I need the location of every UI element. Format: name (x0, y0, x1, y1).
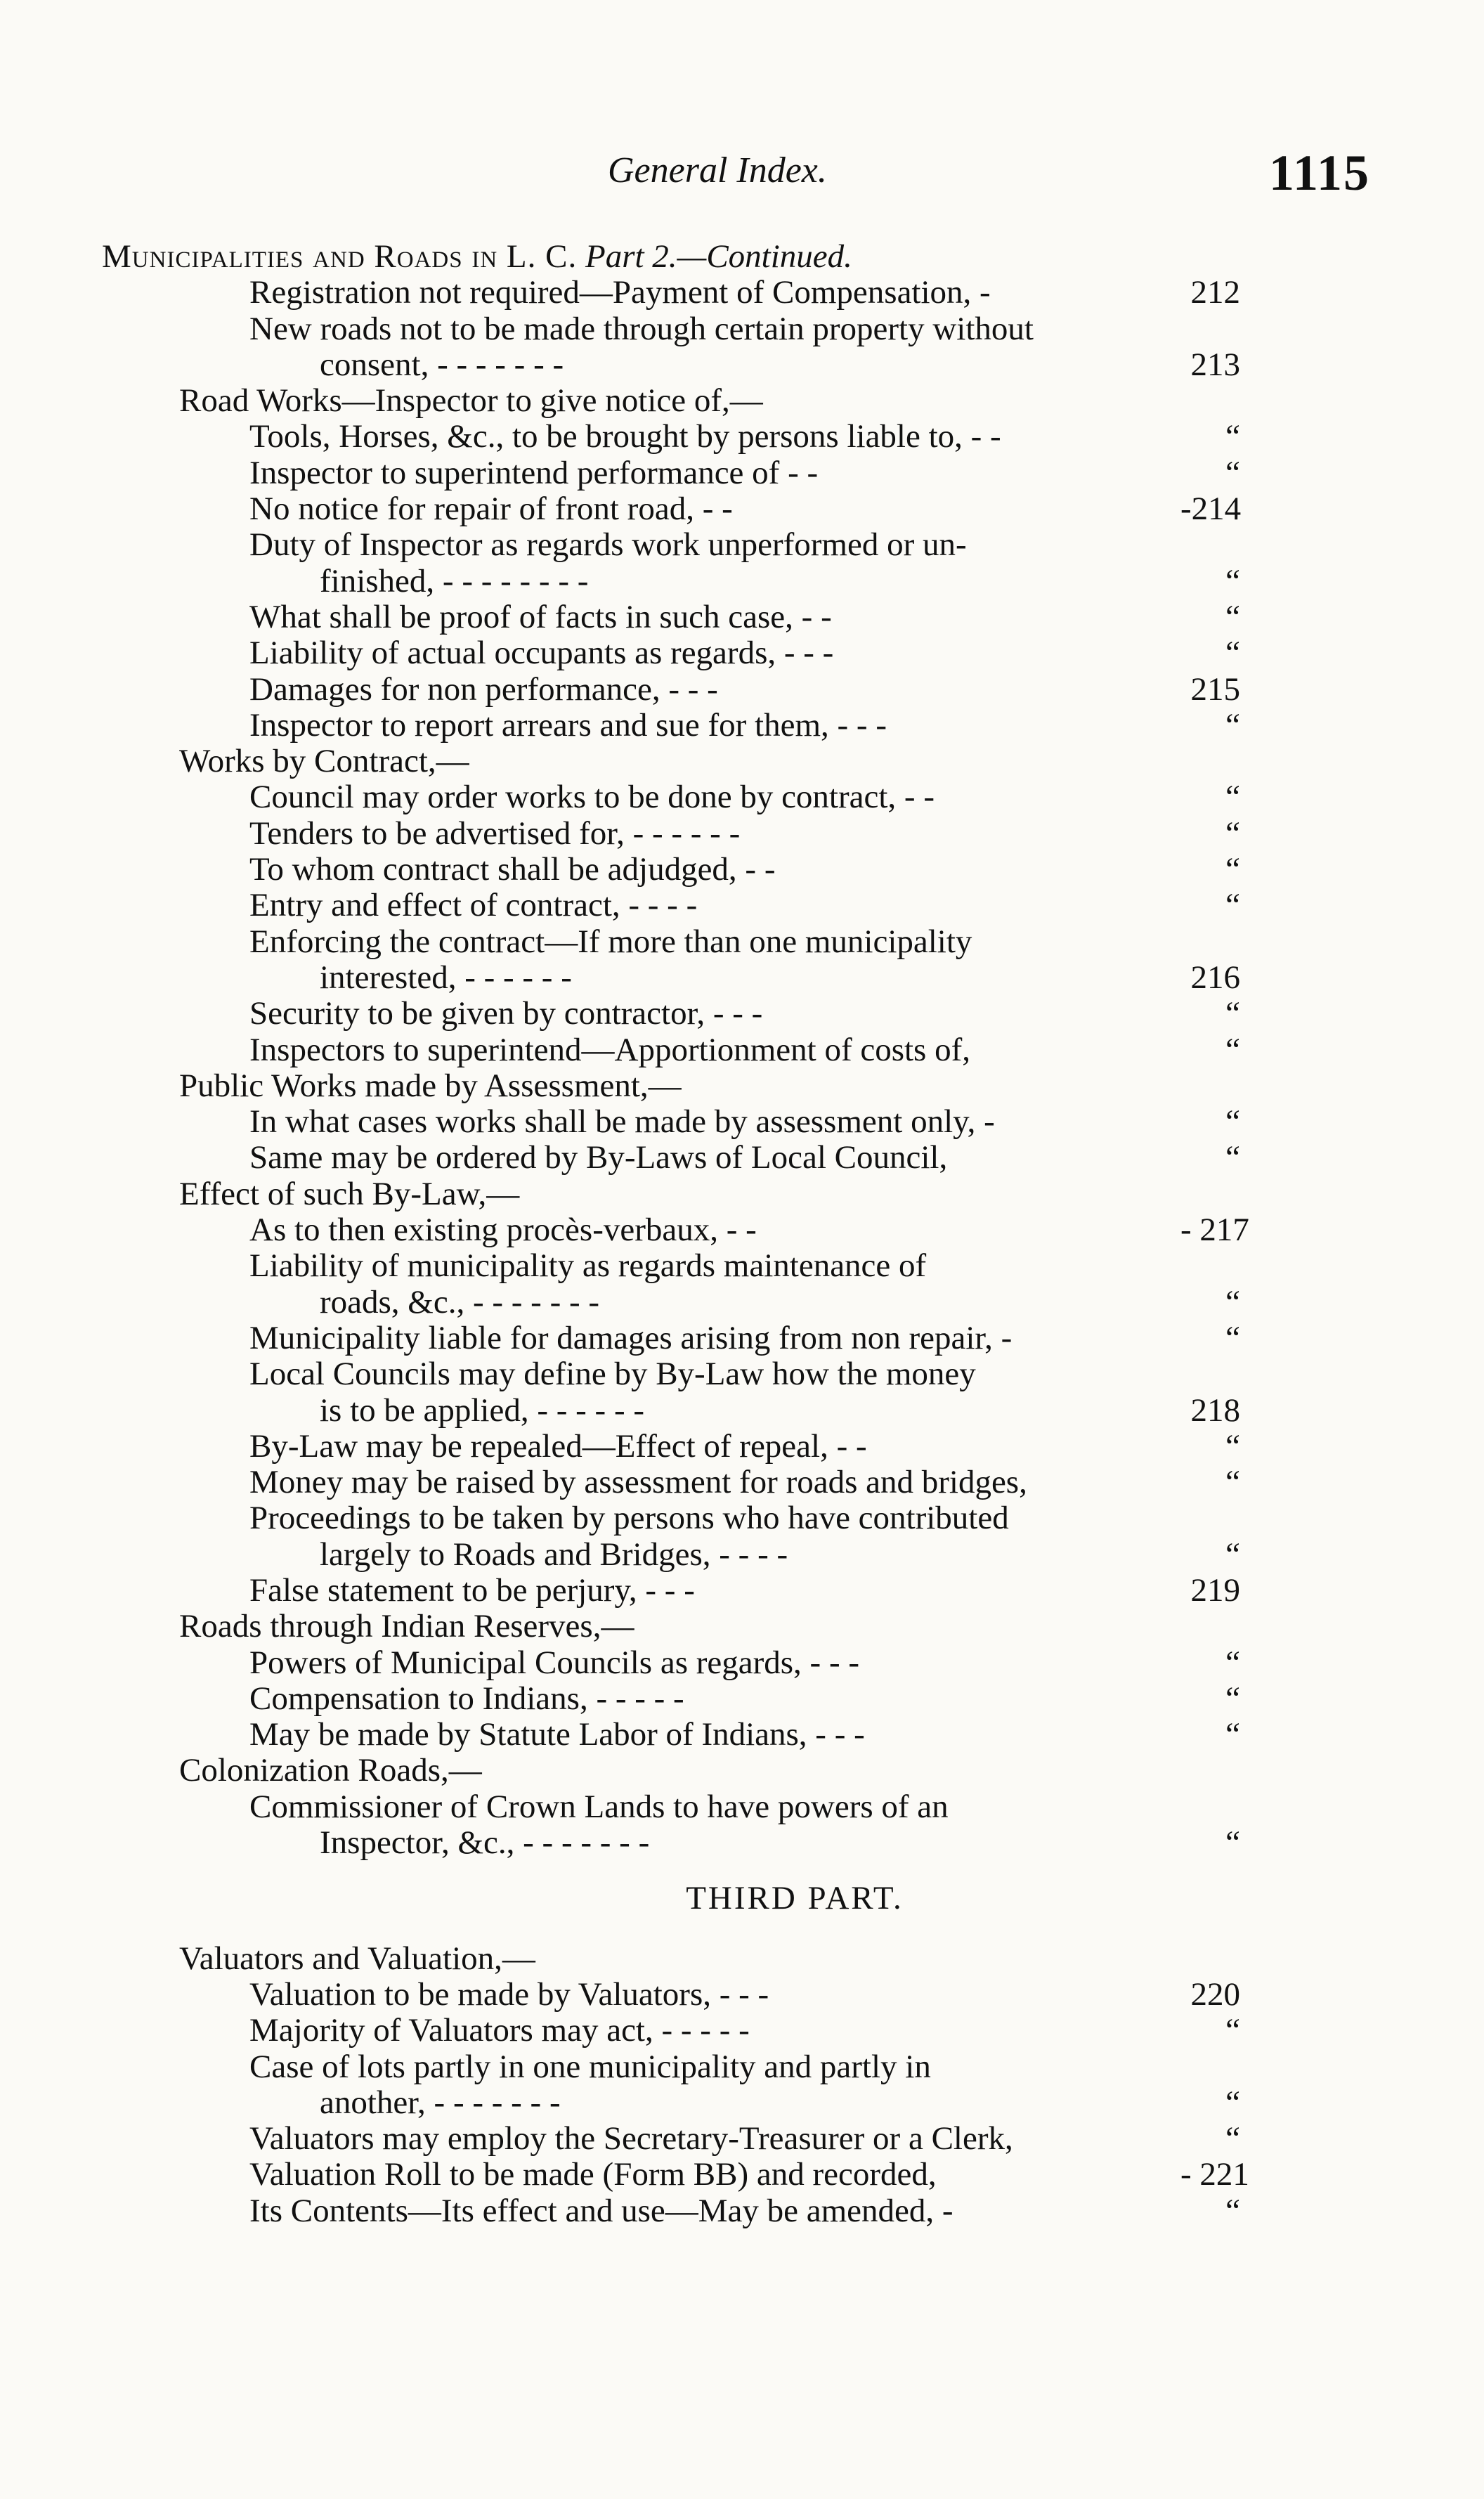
index-line-text: False statement to be perjury, - - - (249, 1571, 695, 1609)
index-line (0, 455, 1484, 491)
index-line-page: “ (1225, 1427, 1240, 1465)
index-line (0, 1681, 1484, 1717)
index-line-text: roads, &c., - - - - - - - (320, 1283, 600, 1320)
index-line (0, 1789, 1484, 1825)
index-line (0, 996, 1484, 1032)
index-line (0, 1248, 1484, 1284)
index-line (0, 708, 1484, 744)
index-subheading (0, 1176, 1484, 1212)
index-line-page: “ (1225, 814, 1240, 852)
index-line-text: Valuators may employ the Secretary-Treasurer or a Clerk, (249, 2120, 1013, 2157)
index-line (0, 852, 1484, 888)
index-line-page: “ (1225, 598, 1240, 635)
index-line (0, 816, 1484, 852)
index-line (0, 1285, 1484, 1320)
index-line (0, 1500, 1484, 1536)
index-line-text: Duty of Inspector as regards work unperformed or un- (249, 526, 967, 564)
index-line-text: Money may be raised by assessment for roads and bridges, (249, 1464, 1027, 1501)
index-line-page: - 221 (1180, 2156, 1249, 2193)
index-line-page: 215 (1190, 670, 1240, 708)
index-line-page: 219 (1190, 1571, 1240, 1609)
index-line (0, 1825, 1484, 1861)
index-line (0, 2049, 1484, 2085)
index-line-text: As to then existing procès-verbaux, - - (249, 1212, 757, 1249)
section-heading-main: Municipalities and Roads in L. C. (102, 238, 578, 275)
index-line (0, 960, 1484, 996)
index-line-text: Municipality liable for damages arising from non repair, - (249, 1319, 1013, 1356)
index-line (0, 888, 1484, 923)
index-line-page: “ (1225, 706, 1240, 744)
index-line-text: Entry and effect of contract, - - - - (249, 887, 698, 924)
index-line (0, 275, 1484, 311)
index-line (0, 924, 1484, 960)
section-heading (0, 239, 1484, 275)
index-subheading (0, 383, 1484, 419)
index-line (0, 779, 1484, 815)
index-line-text: Registration not required—Payment of Compensation, - (249, 274, 991, 311)
index-line (0, 2193, 1484, 2229)
index-line-page: “ (1225, 418, 1240, 455)
index-line-page: “ (1225, 1283, 1240, 1320)
index-subheading (0, 1609, 1484, 1644)
index-line-page: “ (1225, 1464, 1240, 1501)
index-line-page: “ (1225, 2192, 1240, 2229)
index-line (0, 1429, 1484, 1465)
index-line-text: May be made by Statute Labor of Indians, - - - (249, 1716, 865, 1753)
index-line-page: 220 (1190, 1975, 1240, 2013)
index-line-text: Effect of such By-Law,— (179, 1175, 520, 1212)
index-line (0, 527, 1484, 563)
index-line (0, 1104, 1484, 1140)
index-line (0, 672, 1484, 708)
index-line-page: -214 (1180, 491, 1242, 528)
index-line (0, 1465, 1484, 1500)
index-line-text: Valuators and Valuation,— (179, 1940, 535, 1977)
index-line-text: Inspectors to superintend—Apportionment of costs of, (249, 1031, 970, 1068)
index-line (0, 2013, 1484, 2049)
index-entries (0, 239, 1484, 2229)
index-line-page: “ (1225, 1824, 1240, 1862)
running-head (105, 144, 1370, 207)
index-line-text: Liability of municipality as regards maintenance of (249, 1247, 927, 1285)
section-heading-continued: —Continued. (677, 238, 852, 275)
index-line-text: Enforcing the contract—If more than one municipality (249, 923, 972, 960)
index-line-text: Road Works—Inspector to give notice of,— (179, 382, 763, 420)
index-line-page: “ (1225, 2120, 1240, 2157)
index-line-text: Tools, Horses, &c., to be brought by persons liable to, - - (249, 418, 1001, 455)
index-line-text: Inspector to report arrears and sue for them, - - - (249, 706, 887, 744)
index-line-text: largely to Roads and Bridges, - - - - (320, 1536, 788, 1573)
index-line-text: interested, - - - - - - (320, 959, 572, 996)
index-line (0, 599, 1484, 635)
index-line-page: “ (1225, 1139, 1240, 1176)
index-subheading (0, 1068, 1484, 1104)
index-line (0, 1320, 1484, 1356)
index-line (0, 347, 1484, 383)
index-line-text: Tenders to be advertised for, - - - - - - (249, 814, 741, 852)
index-line-text: Security to be given by contractor, - - - (249, 995, 763, 1032)
index-line (0, 1573, 1484, 1609)
index-line-text: What shall be proof of facts in such case, - - (249, 598, 832, 635)
index-line-text: Valuation to be made by Valuators, - - - (249, 1975, 769, 2013)
index-line-page: “ (1225, 2012, 1240, 2049)
index-line-page: “ (1225, 851, 1240, 888)
index-line-text: Roads through Indian Reserves,— (179, 1608, 634, 1645)
index-line-text: another, - - - - - - - (320, 2084, 561, 2121)
index-line-page: “ (1225, 1319, 1240, 1356)
index-line (0, 1645, 1484, 1681)
index-line-text: Commissioner of Crown Lands to have powers of an (249, 1788, 949, 1825)
index-line-text: New roads not to be made through certain property without (249, 310, 1034, 347)
index-line-text: Works by Contract,— (179, 743, 469, 780)
index-subheading (0, 1941, 1484, 1977)
index-line-text: Its Contents—Its effect and use—May be amended, - (249, 2192, 953, 2229)
index-line (0, 491, 1484, 527)
index-line-page: “ (1225, 562, 1240, 599)
index-line (0, 1537, 1484, 1573)
index-line-page: “ (1225, 2084, 1240, 2121)
index-line-text: To whom contract shall be adjudged, - - (249, 851, 776, 888)
index-line-text: Inspector, &c., - - - - - - - (320, 1824, 650, 1862)
index-line-text: Local Councils may define by By-Law how the money (249, 1356, 976, 1393)
index-line-page: “ (1225, 995, 1240, 1032)
index-line-page: 213 (1190, 346, 1240, 383)
index-line (0, 1032, 1484, 1068)
index-line-page: - 217 (1180, 1212, 1249, 1249)
index-line-page: “ (1225, 779, 1240, 816)
index-line-page: “ (1225, 1644, 1240, 1681)
index-line-page: 216 (1190, 959, 1240, 996)
index-line (0, 1140, 1484, 1176)
index-line (0, 2085, 1484, 2121)
index-line-text: Case of lots partly in one municipality and partly in (249, 2048, 931, 2085)
index-line-text: Proceedings to be taken by persons who have contributed (249, 1500, 1009, 1537)
index-line-text: Compensation to Indians, - - - - - (249, 1680, 684, 1717)
index-line-page: “ (1225, 1680, 1240, 1717)
index-line-text: consent, - - - - - - - (320, 346, 564, 383)
index-line-text: Public Works made by Assessment,— (179, 1067, 682, 1104)
index-line-page: “ (1225, 1031, 1240, 1068)
index-line-page: “ (1225, 454, 1240, 491)
index-line-text: finished, - - - - - - - - (320, 562, 589, 599)
index-line (0, 635, 1484, 671)
index-subheading (0, 744, 1484, 779)
index-line (0, 311, 1484, 347)
index-line-text: Majority of Valuators may act, - - - - - (249, 2012, 750, 2049)
index-line (0, 1717, 1484, 1753)
index-line (0, 564, 1484, 599)
index-line-text: By-Law may be repealed—Effect of repeal, - - (249, 1427, 867, 1465)
part-heading: THIRD PART. (686, 1880, 904, 1917)
index-line-page: “ (1225, 635, 1240, 672)
index-line-text: Inspector to superintend performance of - - (249, 454, 819, 491)
index-line-text: No notice for repair of front road, - - (249, 491, 733, 528)
index-line (0, 419, 1484, 455)
index-line-page: 212 (1190, 274, 1240, 311)
index-line (0, 2157, 1484, 2193)
index-subheading (0, 1753, 1484, 1789)
index-line-text: Powers of Municipal Councils as regards, - - - (249, 1644, 860, 1681)
index-line-text: Same may be ordered by By-Laws of Local Council, (249, 1139, 948, 1176)
index-line-page: “ (1225, 1536, 1240, 1573)
index-line (0, 2121, 1484, 2157)
index-line-text: Valuation Roll to be made (Form BB) and recorded, (249, 2156, 937, 2193)
section-heading-part: Part 2. (585, 238, 677, 275)
running-head-title: General Index. (608, 150, 827, 190)
index-line (0, 1356, 1484, 1392)
index-line-text: Council may order works to be done by contract, - - (249, 779, 935, 816)
index-line (0, 1977, 1484, 2013)
index-line (0, 1393, 1484, 1429)
page-number: 1115 (1268, 145, 1370, 201)
index-line-text: Damages for non performance, - - - (249, 670, 718, 708)
index-line-page: “ (1225, 1103, 1240, 1141)
index-line-text: Liability of actual occupants as regards, - - - (249, 635, 834, 672)
index-line-page: “ (1225, 887, 1240, 924)
index-line-page: 218 (1190, 1391, 1240, 1429)
index-line-text: Colonization Roads,— (179, 1752, 482, 1789)
index-line (0, 1212, 1484, 1248)
index-line-text: is to be applied, - - - - - - (320, 1391, 645, 1429)
index-line-text: In what cases works shall be made by assessment only, - (249, 1103, 995, 1141)
index-line-page: “ (1225, 1716, 1240, 1753)
